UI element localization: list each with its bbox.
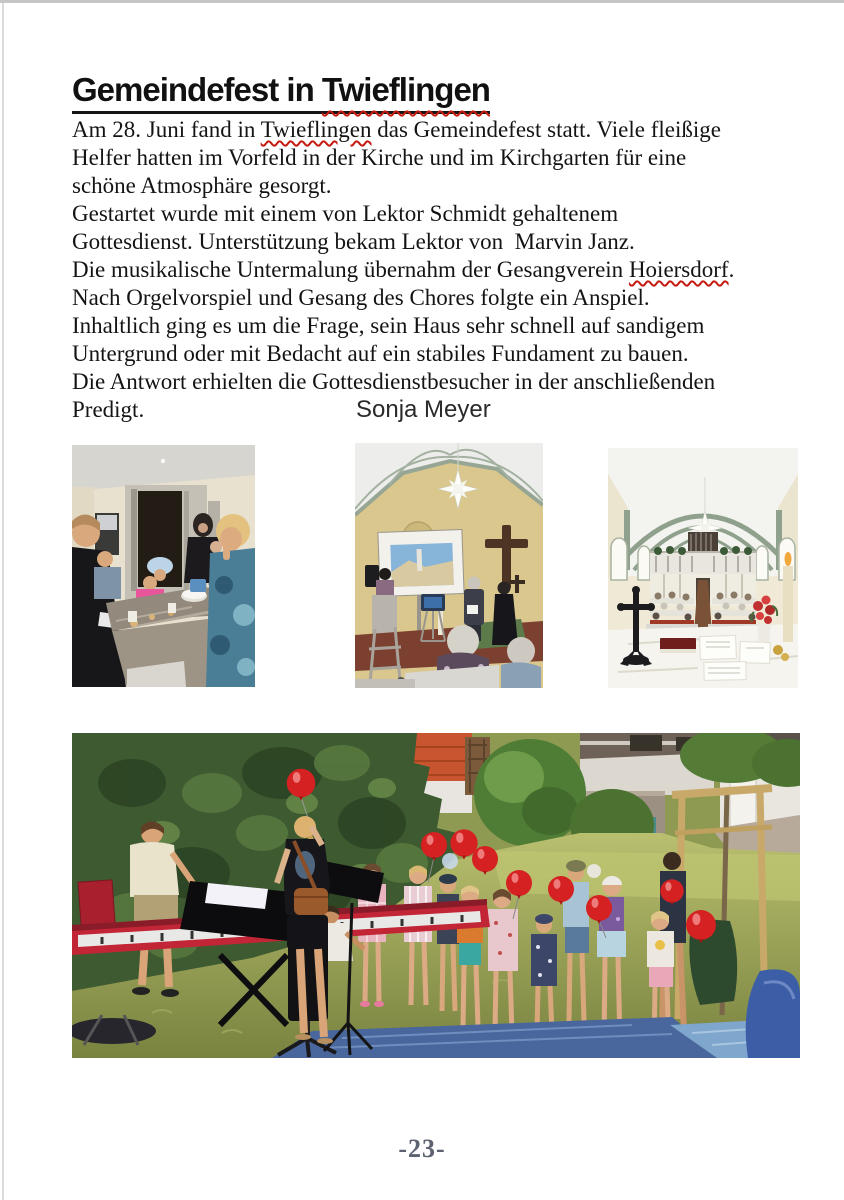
body-line <box>72 396 792 424</box>
last-line-text: Predigt. <box>72 397 145 422</box>
photo-kitchen-helpers <box>72 445 255 687</box>
title-text: Gemeindefest in <box>72 71 322 108</box>
title-misspelled-word: Twieflingen <box>321 71 490 108</box>
misspelled-word: Twieflingen <box>260 117 372 142</box>
body-line: Die Antwort erhielten die Gottesdienstbesucher in der anschließenden <box>72 369 716 394</box>
body-line: Gottesdienst. Unterstützung bekam Lektor von Marvin Janz. <box>72 229 635 254</box>
photo-service-screen <box>355 443 543 688</box>
body-line: Gestartet wurde mit einem von Lektor Schmidt gehaltenem <box>72 201 619 226</box>
article-body <box>72 116 792 424</box>
body-line: Am 28. Juni fand in Twieflingen das Gemeindefest statt. Viele fleißige <box>72 117 721 142</box>
byline: Sonja Meyer <box>356 396 491 423</box>
page-number: -23- <box>398 1134 446 1163</box>
body-line: Nach Orgelvorspiel und Gesang des Chores folgte ein Anspiel. <box>72 285 650 310</box>
body-line: Inhaltlich ging es um die Frage, sein Haus sehr schnell auf sandigem <box>72 313 705 338</box>
body-line: Die musikalische Untermalung übernahm der Gesangverein Hoiersdorf. <box>72 257 735 282</box>
photo-church-nave <box>608 448 798 688</box>
photo-garden-children <box>72 733 800 1058</box>
photo-garden-illustration <box>72 733 800 1058</box>
body-line: Helfer hatten im Vorfeld in der Kirche und im Kirchgarten für eine <box>72 145 687 170</box>
body-lines <box>72 116 792 396</box>
misspelled-word: Hoiersdorf <box>628 257 729 282</box>
page-edge-left <box>2 3 4 1200</box>
photo-service-illustration <box>355 443 543 688</box>
body-line: schöne Atmosphäre gesorgt. <box>72 173 332 198</box>
page-title <box>72 72 490 114</box>
photo-kitchen-illustration <box>72 445 255 687</box>
body-line: Untergrund oder mit Bedacht auf ein stabiles Fundament zu bauen. <box>72 341 689 366</box>
page-edge-top <box>0 0 844 3</box>
photo-nave-illustration <box>608 448 798 688</box>
